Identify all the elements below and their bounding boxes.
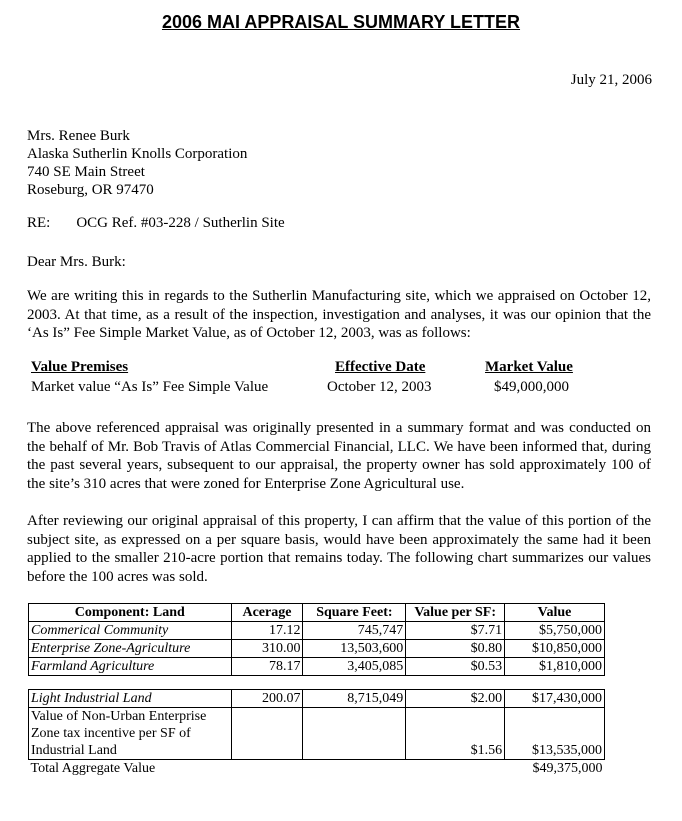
paragraph-2: The above referenced appraisal was originally presented in a summary format and was conducted on the behalf of Mr. Bob Travis of Atlas Commercial Financial, LLC. We have been informed that, during the past several years, subsequent to our appraisal, the property owner has sold approximately 100 of the site’s 310 acres that were zoned for Enterprise Zone Agricultural use. <box>27 420 651 492</box>
market-value-header: Market Value <box>485 359 573 375</box>
value-cell: $5,750,000 <box>505 622 605 640</box>
component-name: Light Industrial Land <box>29 690 232 708</box>
table-row <box>29 690 605 708</box>
incentive-description <box>29 708 232 760</box>
per-sf-cell: $0.80 <box>406 640 505 658</box>
header-component: Component: Land <box>29 604 232 622</box>
sqft-cell: 8,715,049 <box>303 690 406 708</box>
per-sf-cell: $7.71 <box>406 622 505 640</box>
recipient-company: Alaska Sutherlin Knolls Corporation <box>27 146 248 162</box>
acreage-cell: 17.12 <box>231 622 303 640</box>
sqft-cell: 3,405,085 <box>303 658 406 676</box>
per-sf-cell: $1.56 <box>406 708 505 760</box>
table-row <box>29 708 605 760</box>
component-name: Enterprise Zone-Agriculture <box>29 640 232 658</box>
value-cell: $17,430,000 <box>505 690 605 708</box>
acreage-cell: 78.17 <box>231 658 303 676</box>
total-row <box>29 760 605 778</box>
value-cell: $13,535,000 <box>505 708 605 760</box>
table-row <box>29 622 605 640</box>
total-value: $49,375,000 <box>532 761 603 776</box>
per-sf-cell: $2.00 <box>406 690 505 708</box>
recipient-name: Mrs. Renee Burk <box>27 128 130 144</box>
salutation: Dear Mrs. Burk: <box>27 254 126 270</box>
paragraph-1: We are writing this in regards to the Sutherlin Manufacturing site, which we appraised on October 12, 2003. At that time, as a result of the inspection, investigation and analyses, it was our opinion that the ‘As Is” Fee Simple Market Value, as of October 12, 2003, was as follows: <box>27 288 651 341</box>
acreage-cell: 310.00 <box>231 640 303 658</box>
sqft-cell: 745,747 <box>303 622 406 640</box>
value-premise-cell: Market value “As Is” Fee Simple Value <box>31 379 269 395</box>
header-acreage: Acerage <box>231 604 303 622</box>
value-cell: $1,810,000 <box>505 658 605 676</box>
component-name: Commerical Community <box>29 622 232 640</box>
recipient-street: 740 SE Main Street <box>27 164 145 180</box>
component-name: Farmland Agriculture <box>29 658 232 676</box>
table-header-row <box>29 604 605 622</box>
sqft-cell: 13,503,600 <box>303 640 406 658</box>
header-value: Value <box>505 604 605 622</box>
header-value-per-sf: Value per SF: <box>406 604 505 622</box>
total-label: Total Aggregate Value <box>30 761 156 776</box>
acreage-cell: 200.07 <box>231 690 303 708</box>
incentive-line-1: Value of Non-Urban Enterprise <box>31 709 207 724</box>
header-square-feet: Square Feet: <box>303 604 406 622</box>
effective-date-header: Effective Date <box>335 359 426 375</box>
value-premises-header: Value Premises <box>31 359 129 375</box>
recipient-city: Roseburg, OR 97470 <box>27 182 154 198</box>
effective-date-cell: October 12, 2003 <box>327 379 432 395</box>
letter-date: July 21, 2006 <box>570 72 652 88</box>
re-line <box>27 215 285 232</box>
value-cell: $10,850,000 <box>505 640 605 658</box>
re-label: RE: <box>27 215 51 231</box>
incentive-line-3: Industrial Land <box>31 743 117 758</box>
table-row <box>29 658 605 676</box>
recipient-address <box>27 127 247 199</box>
table-spacer <box>29 676 605 690</box>
paragraph-3: After reviewing our original appraisal of this property, I can affirm that the value of this portion of the subject site, as expressed on a per square basis, would have been approximately the same had it been applied to the smaller 210-acre portion that remains today. The following chart summarizes our values before the 100 acres was sold. <box>27 513 651 585</box>
component-table <box>28 603 605 777</box>
table-row <box>29 640 605 658</box>
re-reference: OCG Ref. #03-228 / Sutherlin Site <box>76 215 285 231</box>
market-value-cell: $49,000,000 <box>494 379 569 395</box>
page-title: 2006 MAI APPRAISAL SUMMARY LETTER <box>161 12 521 32</box>
per-sf-cell: $0.53 <box>406 658 505 676</box>
incentive-line-2: Zone tax incentive per SF of <box>31 726 191 741</box>
